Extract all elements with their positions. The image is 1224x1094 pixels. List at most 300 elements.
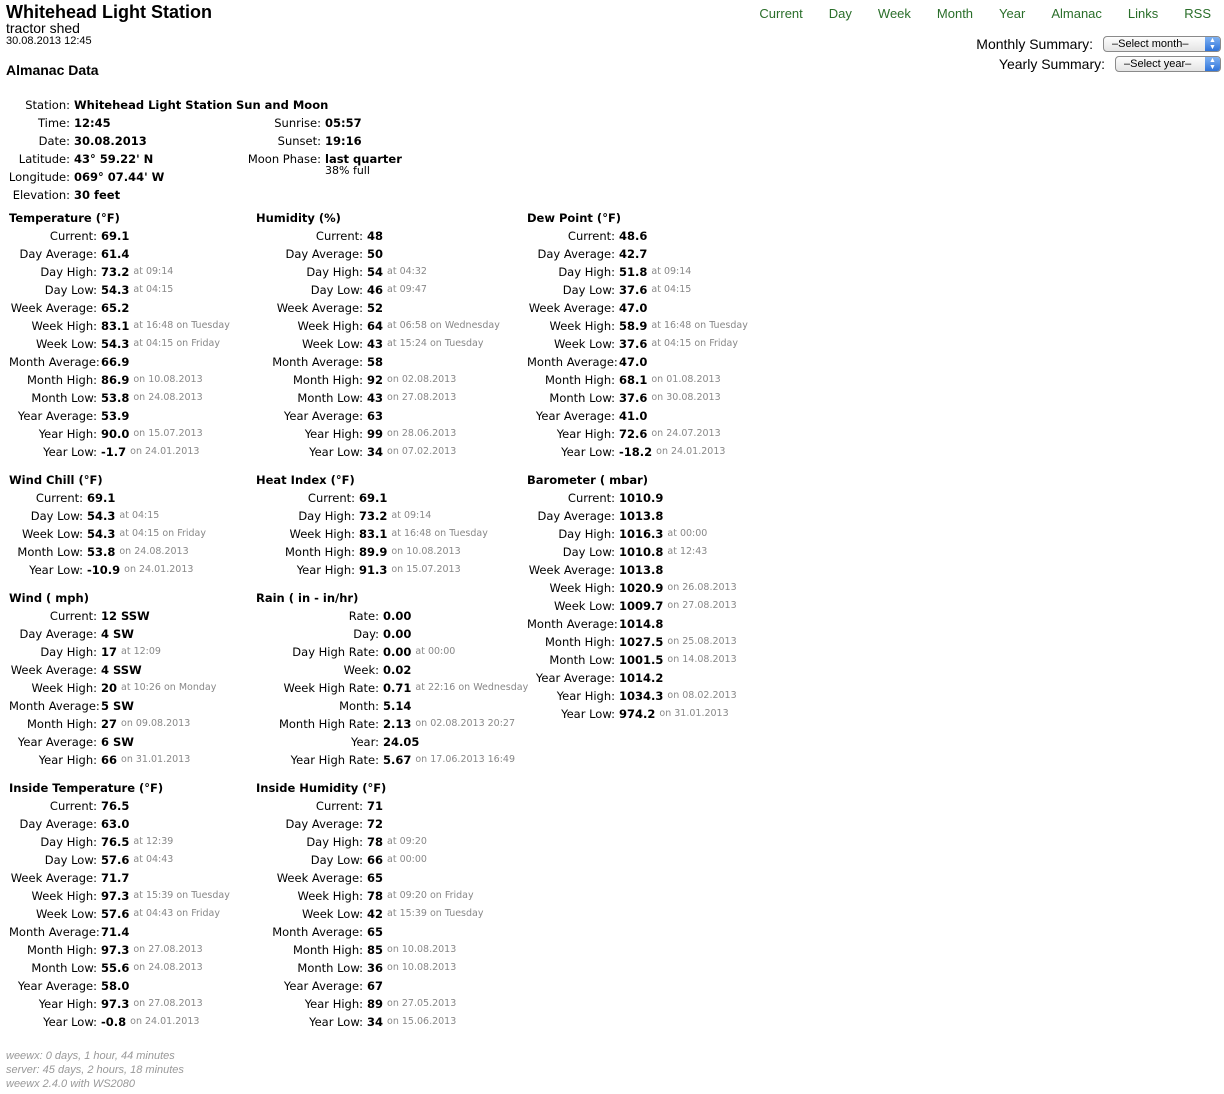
stat-timestamp: on 24.07.2013 [651, 428, 721, 439]
stat-timestamp: on 31.01.2013 [659, 708, 729, 719]
stat-timestamp: on 01.08.2013 [651, 374, 721, 385]
stat-row [9, 245, 230, 263]
stat-row [527, 263, 748, 281]
stat-row [9, 353, 230, 371]
stat-value: 37.6 [619, 283, 648, 297]
stat-label: Week Average: [10, 301, 97, 315]
nav-link-current[interactable]: Current [759, 6, 803, 21]
stat-row [256, 443, 500, 461]
stat-row [527, 687, 737, 705]
stat-timestamp: at 04:15 [119, 510, 160, 521]
stat-row [527, 407, 748, 425]
stat-row [256, 561, 488, 579]
stat-value: 71 [367, 799, 384, 813]
stat-row [527, 633, 737, 651]
stat-timestamp: at 04:15 [133, 284, 174, 295]
moon-full-value: 38% full [325, 164, 370, 177]
stat-label: Week Low: [553, 337, 615, 351]
stat-timestamp: at 12:43 [667, 546, 708, 557]
stat-label: Month High: [292, 943, 363, 957]
stat-row [9, 317, 230, 335]
stat-timestamp: at 00:00 [415, 646, 456, 657]
stat-row [527, 245, 748, 263]
nav-link-links[interactable]: Links [1127, 6, 1159, 21]
stat-row [527, 425, 748, 443]
stat-value: 12 SSW [101, 609, 150, 623]
stat-label: Month High: [284, 545, 355, 559]
stat-value: 69.1 [101, 229, 130, 243]
stat-label: Day High: [558, 265, 615, 279]
stat-value: 43 [367, 337, 384, 351]
stat-label: Week Low: [301, 337, 363, 351]
stat-value: 47.0 [619, 301, 648, 315]
stat-row [527, 705, 737, 723]
stat-value: 42.7 [619, 247, 648, 261]
moon-phase-label: Moon Phase: [247, 152, 321, 166]
stat-label: Month Low: [31, 391, 97, 405]
elevation-value: 30 feet [74, 188, 121, 202]
temperature-section [9, 209, 230, 461]
stat-label: Day Low: [30, 509, 83, 523]
stat-row [9, 625, 216, 643]
stat-row [527, 353, 748, 371]
chevron-updown-icon: ▲ ▼ [1205, 57, 1220, 71]
stat-label: Month Average: [9, 699, 100, 713]
sunset-value: 19:16 [325, 134, 362, 148]
stat-row [527, 281, 748, 299]
stat-row [256, 299, 500, 317]
stat-value: 99 [367, 427, 384, 441]
stat-row [9, 299, 230, 317]
stat-label: Month High: [26, 717, 97, 731]
nav-link-rss[interactable]: RSS [1184, 6, 1211, 21]
stat-label: Year Average: [283, 979, 363, 993]
stat-label: Year Low: [29, 563, 83, 577]
stat-timestamp: on 26.08.2013 [667, 582, 737, 593]
stat-label: Year Average: [535, 409, 615, 423]
stat-row [9, 941, 230, 959]
stat-row [256, 733, 528, 751]
nav-link-day[interactable]: Day [828, 6, 852, 21]
stat-label: Week Low: [35, 907, 97, 921]
stat-row [256, 507, 488, 525]
stat-row [9, 443, 230, 461]
sunrise-label: Sunrise: [274, 116, 321, 130]
stat-timestamp: on 25.08.2013 [667, 636, 737, 647]
nav-link-year[interactable]: Year [999, 6, 1026, 21]
stat-value: 48.6 [619, 229, 648, 243]
stat-row [256, 661, 528, 679]
stat-timestamp: at 12:39 [133, 836, 174, 847]
footer-version: weewx 2.4.0 with WS2080 [6, 1078, 136, 1090]
stat-label: Month Average: [9, 925, 100, 939]
stat-timestamp: on 15.06.2013 [387, 1016, 457, 1027]
stat-timestamp: at 04:15 [651, 284, 692, 295]
stat-label: Week High: [31, 889, 97, 903]
stat-label: Month High: [544, 373, 615, 387]
stat-value: 6 SW [101, 735, 134, 749]
stat-value: -1.7 [101, 445, 127, 459]
longitude-value: 069° 07.44' W [74, 170, 165, 184]
stat-timestamp: on 15.07.2013 [133, 428, 203, 439]
stat-row [256, 941, 483, 959]
stat-label: Current: [307, 491, 355, 505]
stat-value: 5.67 [383, 753, 412, 767]
stat-label: Month Low: [549, 391, 615, 405]
stat-label: Month Average: [9, 355, 100, 369]
station-datetime: 30.08.2013 12:45 [6, 35, 92, 47]
stat-row [256, 959, 483, 977]
stat-row [256, 543, 488, 561]
stat-value: 2.13 [383, 717, 412, 731]
moon-phase-value: last quarter [325, 152, 402, 166]
stat-value: -0.8 [101, 1015, 127, 1029]
stat-value: 63 [367, 409, 384, 423]
stat-value: 0.00 [383, 627, 412, 641]
stat-label: Week Low: [21, 527, 83, 541]
stat-label: Day Average: [285, 247, 363, 261]
stat-label: Current: [49, 799, 97, 813]
stat-label: Year Low: [561, 707, 615, 721]
stat-value: 1001.5 [619, 653, 664, 667]
stat-row [527, 489, 737, 507]
stat-value: 73.2 [101, 265, 130, 279]
stat-value: 37.6 [619, 391, 648, 405]
stat-label: Day High: [40, 645, 97, 659]
stat-label: Year High: [556, 427, 615, 441]
stat-row [527, 597, 737, 615]
stat-row [527, 615, 737, 633]
stat-value: 67 [367, 979, 384, 993]
stat-value: 57.6 [101, 907, 130, 921]
monthly-summary-select[interactable] [1103, 36, 1221, 52]
stat-timestamp: on 24.08.2013 [119, 546, 189, 557]
stat-value: 61.4 [101, 247, 130, 261]
stat-timestamp: at 10:26 on Monday [121, 682, 217, 693]
stat-timestamp: at 04:15 on Friday [651, 338, 738, 349]
stat-value: 65 [367, 925, 384, 939]
stat-label: Month Average: [527, 617, 618, 631]
stat-timestamp: on 10.08.2013 [133, 374, 203, 385]
stat-label: Month Average: [272, 355, 363, 369]
stat-row [9, 661, 216, 679]
stat-timestamp: at 16:48 on Tuesday [391, 528, 488, 539]
stat-value: 1016.3 [619, 527, 664, 541]
stat-timestamp: on 24.08.2013 [133, 392, 203, 403]
stat-row [256, 995, 483, 1013]
yearly-summary-label: Yearly Summary: [998, 56, 1105, 72]
stat-label: Year High: [38, 427, 97, 441]
footer [6, 1049, 184, 1091]
stat-value: 76.5 [101, 835, 130, 849]
stat-timestamp: at 00:00 [667, 528, 708, 539]
stat-label: Day Average: [537, 509, 615, 523]
stat-value: 72 [367, 817, 384, 831]
stat-value: 4 SSW [101, 663, 142, 677]
stat-label: Current: [315, 799, 363, 813]
page-title: Almanac Data [6, 62, 99, 78]
stat-label: Current: [35, 491, 83, 505]
stat-label: Month Low: [31, 961, 97, 975]
stat-timestamp: on 24.08.2013 [133, 962, 203, 973]
nav-link-almanac[interactable]: Almanac [1051, 6, 1102, 21]
stat-timestamp: on 15.07.2013 [391, 564, 461, 575]
insidehum-section [256, 779, 483, 1031]
stat-label: Month Low: [17, 545, 83, 559]
stat-value: 53.8 [87, 545, 116, 559]
longitude-label: Longitude: [8, 170, 70, 184]
stat-value: 1014.2 [619, 671, 664, 685]
stat-value: 97.3 [101, 997, 130, 1011]
stat-label: Week High: [31, 681, 97, 695]
stat-value: 58 [367, 355, 384, 369]
stat-timestamp: at 15:24 on Tuesday [387, 338, 484, 349]
stat-timestamp: at 15:39 on Tuesday [387, 908, 484, 919]
stat-value: 66 [367, 853, 384, 867]
insidetemp-section [9, 779, 230, 1031]
stat-row [256, 815, 483, 833]
stat-value: 974.2 [619, 707, 656, 721]
stat-label: Week Average: [10, 663, 97, 677]
stat-label: Day Low: [44, 853, 97, 867]
stat-label: Day High: [40, 835, 97, 849]
stat-label: Year High: [296, 563, 355, 577]
stat-timestamp: at 09:47 [387, 284, 427, 295]
stat-row [9, 281, 230, 299]
stat-row [256, 607, 528, 625]
stat-value: 91.3 [359, 563, 388, 577]
latitude-value: 43° 59.22' N [74, 152, 154, 166]
stat-value: 78 [367, 889, 384, 903]
stat-value: 64 [367, 319, 384, 333]
chevron-updown-icon: ▲ ▼ [1205, 37, 1220, 51]
stat-row [256, 371, 500, 389]
stat-value: 66 [101, 753, 118, 767]
stat-value: 58.9 [619, 319, 648, 333]
stat-value: 1034.3 [619, 689, 664, 703]
stat-row [527, 317, 748, 335]
stat-row [9, 335, 230, 353]
stat-row [256, 263, 500, 281]
stat-timestamp: at 04:32 [387, 266, 427, 277]
stat-label: Current: [315, 229, 363, 243]
stat-timestamp: at 09:20 [387, 836, 427, 847]
stat-label: Month Average: [527, 355, 618, 369]
stat-value: 54.3 [87, 527, 116, 541]
stat-label: Day Low: [310, 853, 363, 867]
wind-title: Wind ( mph) [9, 591, 89, 605]
stat-label: Day High: [558, 527, 615, 541]
stat-label: Year Low: [309, 445, 363, 459]
stat-timestamp: on 27.08.2013 [133, 944, 203, 955]
latitude-label: Latitude: [18, 152, 70, 166]
stat-timestamp: at 09:14 [391, 510, 432, 521]
stat-row [9, 407, 230, 425]
stat-timestamp: on 27.08.2013 [667, 600, 737, 611]
stat-value: 0.00 [383, 645, 412, 659]
stat-row [9, 869, 230, 887]
stat-value: 83.1 [101, 319, 130, 333]
stat-label: Rate: [348, 609, 379, 623]
stat-value: 55.6 [101, 961, 130, 975]
sun-moon-section [236, 96, 402, 178]
stat-label: Year Low: [43, 1015, 97, 1029]
stat-value: 41.0 [619, 409, 648, 423]
stat-label: Current: [567, 229, 615, 243]
stat-row [256, 643, 528, 661]
stat-timestamp: on 14.08.2013 [667, 654, 737, 665]
stat-row [9, 851, 230, 869]
stat-row [256, 227, 500, 245]
stat-label: Week High: [549, 581, 615, 595]
stat-row [527, 579, 737, 597]
stat-row [9, 607, 216, 625]
monthly-summary-label: Monthly Summary: [976, 36, 1093, 52]
top-nav [759, 6, 1211, 21]
stat-row [256, 335, 500, 353]
stat-value: 20 [101, 681, 118, 695]
stat-value: 27 [101, 717, 118, 731]
stat-label: Month High: [292, 373, 363, 387]
windchill-title: Wind Chill (°F) [9, 473, 103, 487]
stat-label: Month Average: [272, 925, 363, 939]
stat-value: 58.0 [101, 979, 130, 993]
stat-row [527, 507, 737, 525]
stat-row [256, 625, 528, 643]
stat-value: 92 [367, 373, 384, 387]
stat-timestamp: on 27.08.2013 [133, 998, 203, 1009]
stat-label: Week High: [289, 527, 355, 541]
stat-label: Week Average: [276, 871, 363, 885]
stat-row [256, 281, 500, 299]
stat-row [527, 543, 737, 561]
stat-row [9, 561, 206, 579]
stat-label: Week Low: [553, 599, 615, 613]
stat-row [256, 697, 528, 715]
stat-label: Day Average: [19, 627, 97, 641]
stat-row [9, 959, 230, 977]
stat-timestamp: at 04:43 [133, 854, 174, 865]
stat-label: Day High: [40, 265, 97, 279]
stat-row [256, 715, 528, 733]
stat-row [527, 371, 748, 389]
stat-label: Week High: [549, 319, 615, 333]
stat-value: 1013.8 [619, 563, 664, 577]
stat-row [9, 543, 206, 561]
stat-row [9, 977, 230, 995]
stat-value: 65 [367, 871, 384, 885]
stat-value: 37.6 [619, 337, 648, 351]
yearly-summary-select[interactable] [1115, 56, 1221, 72]
humidity-section [256, 209, 500, 461]
stat-value: 43 [367, 391, 384, 405]
sun-moon-title: Sun and Moon [236, 98, 329, 112]
stat-label: Year Low: [43, 445, 97, 459]
stat-row [9, 797, 230, 815]
stat-timestamp: on 27.08.2013 [387, 392, 457, 403]
stat-label: Day High Rate: [292, 645, 379, 659]
stat-label: Year High: [556, 689, 615, 703]
stat-label: Year Average: [283, 409, 363, 423]
stat-value: 97.3 [101, 943, 130, 957]
barometer-section [527, 471, 737, 723]
stat-label: Day High: [306, 835, 363, 849]
stat-value: 0.00 [383, 609, 412, 623]
humidity-title: Humidity (%) [256, 211, 341, 225]
stat-label: Day Average: [19, 817, 97, 831]
windchill-section [9, 471, 206, 579]
stat-row [9, 263, 230, 281]
nav-link-month[interactable]: Month [936, 6, 974, 21]
stat-row [9, 425, 230, 443]
stat-value: 50 [367, 247, 384, 261]
stat-row [9, 995, 230, 1013]
stat-timestamp: on 02.08.2013 [387, 374, 457, 385]
stat-timestamp: at 04:15 on Friday [133, 338, 220, 349]
stat-timestamp: at 00:00 [387, 854, 427, 865]
station-subtitle: tractor shed [6, 20, 80, 36]
stat-timestamp: on 24.01.2013 [656, 446, 726, 457]
stat-row [527, 525, 737, 543]
stat-timestamp: on 09.08.2013 [121, 718, 191, 729]
date-value: 30.08.2013 [74, 134, 147, 148]
stat-value: 57.6 [101, 853, 130, 867]
stat-timestamp: on 31.01.2013 [121, 754, 191, 765]
stat-value: 48 [367, 229, 384, 243]
stat-label: Current: [567, 491, 615, 505]
stat-timestamp: at 12:09 [121, 646, 161, 657]
stat-label: Day Low: [310, 283, 363, 297]
stat-row [527, 443, 748, 461]
stat-timestamp: at 09:14 [651, 266, 692, 277]
stat-row [256, 407, 500, 425]
stat-row [256, 869, 483, 887]
stat-timestamp: at 06:58 on Wednesday [387, 320, 500, 331]
stat-value: 68.1 [619, 373, 648, 387]
stat-value: 1020.9 [619, 581, 664, 595]
insidetemp-title: Inside Temperature (°F) [9, 781, 164, 795]
stat-label: Year High: [304, 997, 363, 1011]
stat-label: Month: [339, 699, 379, 713]
stat-value: 89.9 [359, 545, 388, 559]
stat-value: 54.3 [87, 509, 116, 523]
stat-timestamp: on 27.05.2013 [387, 998, 457, 1009]
stat-row [256, 353, 500, 371]
stat-timestamp: on 10.08.2013 [387, 944, 457, 955]
stat-value: 1014.8 [619, 617, 664, 631]
stat-label: Week Average: [528, 563, 615, 577]
stat-row [9, 507, 206, 525]
footer-uptime-server: server: 45 days, 2 hours, 18 minutes [6, 1064, 184, 1076]
stat-timestamp: at 09:14 [133, 266, 174, 277]
station-title: Whitehead Light Station [6, 2, 212, 22]
stat-value: 69.1 [87, 491, 116, 505]
stat-row [256, 751, 528, 769]
stat-value: 5 SW [101, 699, 134, 713]
stat-row [9, 525, 206, 543]
stat-value: 71.4 [101, 925, 130, 939]
rain-section [256, 589, 528, 769]
stat-value: 63.0 [101, 817, 130, 831]
stat-row [9, 751, 216, 769]
nav-link-week[interactable]: Week [877, 6, 911, 21]
stat-label: Day Average: [537, 247, 615, 261]
stat-row [256, 317, 500, 335]
stat-label: Week High Rate: [283, 681, 379, 695]
yearly-summary-value: –Select year– [1124, 58, 1192, 70]
stat-value: 42 [367, 907, 384, 921]
stat-row [9, 815, 230, 833]
